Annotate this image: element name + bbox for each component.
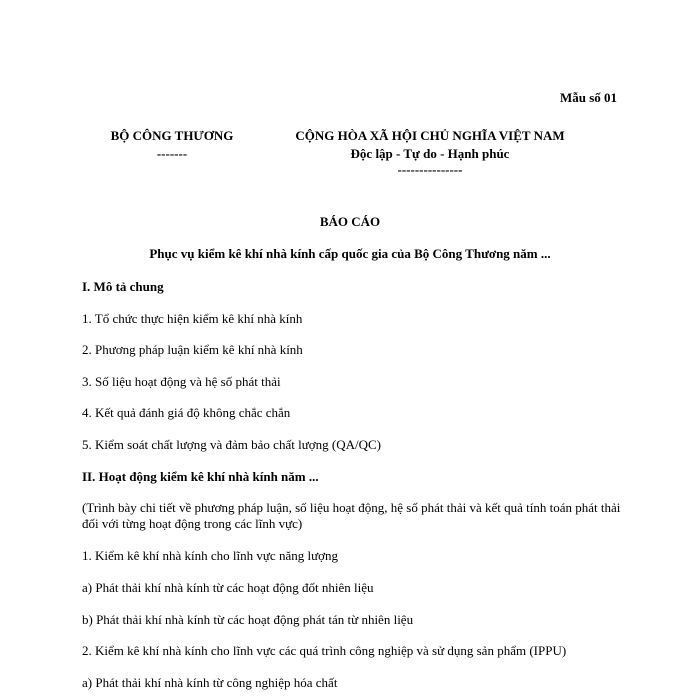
ministry-divider: ------- (156, 146, 188, 161)
section-1-item: 2. Phương pháp luận kiểm kê khí nhà kính (82, 342, 303, 357)
section-2-item: a) Phát thải khí nhà kính từ các hoạt động đốt nhiên liệu (82, 580, 374, 595)
section-2-item: a) Phát thải khí nhà kính từ công nghiệp hóa chất (82, 675, 338, 690)
section-1-item: 5. Kiểm soát chất lượng và đảm bảo chất lượng (QA/QC) (82, 437, 381, 452)
report-title: BÁO CÁO (319, 214, 381, 229)
section-1-heading: I. Mô tả chung (82, 279, 164, 294)
section-2-item: 1. Kiểm kê khí nhà kính cho lĩnh vực năng lượng (82, 548, 339, 563)
national-motto: Độc lập - Tự do - Hạnh phúc (350, 146, 510, 161)
section-2-item: b) Phát thải khí nhà kính từ các hoạt động phát tán từ nhiên liệu (82, 612, 414, 627)
ministry-name: BỘ CÔNG THƯƠNG (110, 128, 234, 143)
section-2-note: (Trình bày chi tiết về phương pháp luận, số liệu hoạt động, hệ số phát thải và kết quả tính toán phát thải đối với từng hoạt động trong các lĩnh vực) (82, 500, 621, 531)
national-title: CỘNG HÒA XÃ HỘI CHỦ NGHĨA VIỆT NAM (295, 128, 565, 143)
report-subtitle: Phục vụ kiểm kê khí nhà kính cấp quốc gia của Bộ Công Thương năm ... (149, 246, 551, 261)
section-2-heading: II. Hoạt động kiểm kê khí nhà kính năm ... (82, 469, 319, 484)
section-2-item: 2. Kiểm kê khí nhà kính cho lĩnh vực các quá trình công nghiệp và sử dụng sản phẩm (IPPU) (82, 643, 567, 658)
section-1-item: 1. Tổ chức thực hiện kiểm kê khí nhà kính (82, 311, 303, 326)
motto-divider: --------------- (397, 162, 463, 177)
section-1-item: 3. Số liệu hoạt động và hệ số phát thải (82, 374, 281, 389)
section-1-item: 4. Kết quả đánh giá độ không chắc chắn (82, 405, 291, 420)
form-number: Mẫu số 01 (559, 90, 617, 105)
